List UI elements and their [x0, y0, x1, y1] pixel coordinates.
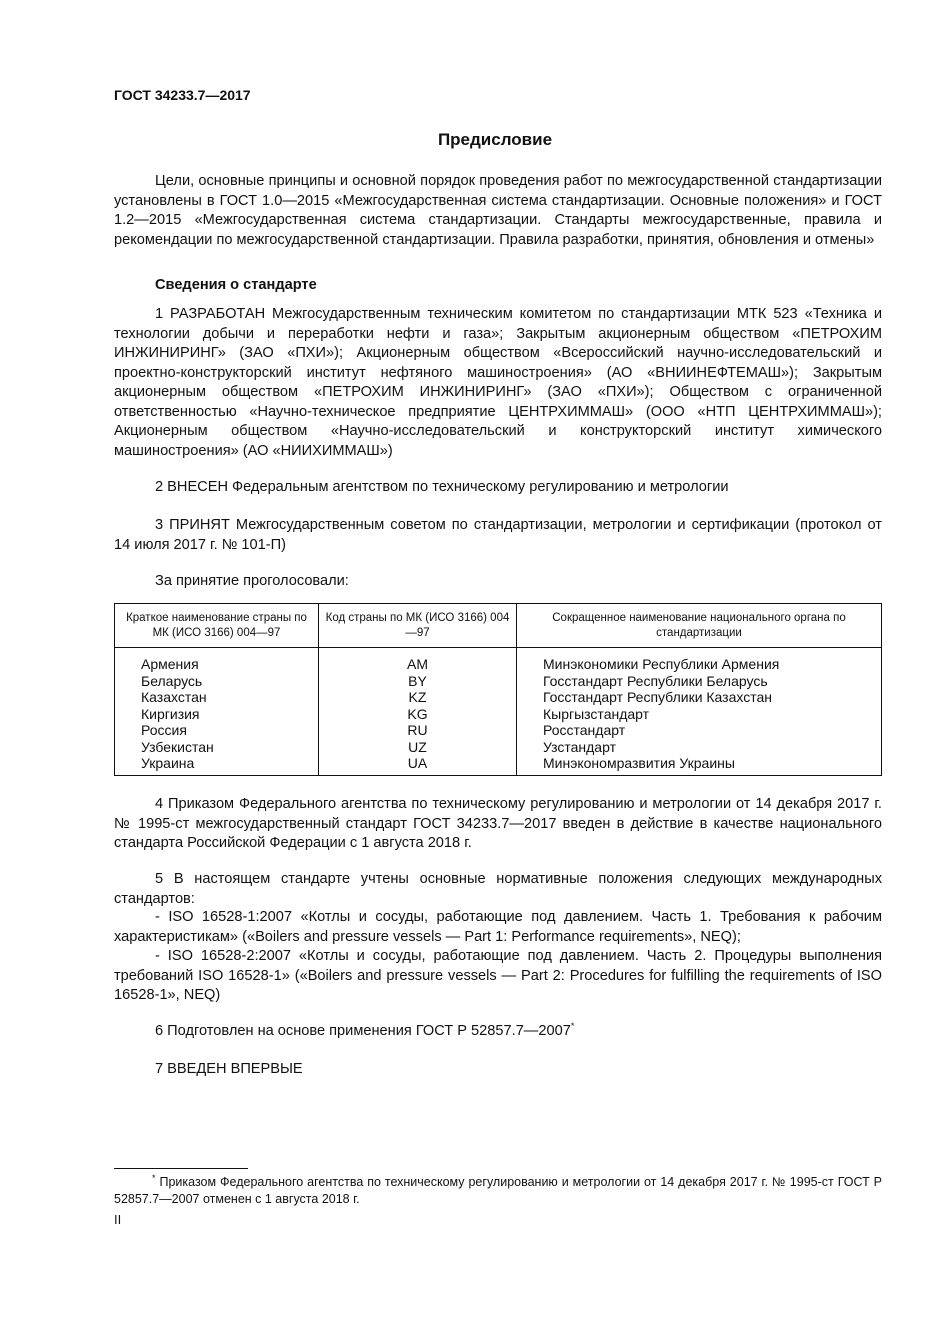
country-code: RU	[319, 722, 517, 739]
intro-text: Цели, основные принципы и основной порядок проведения работ по межгосударственной стандартизации установлены в ГОСТ 1.0—2015 «Межгосударственная система стандартизации. Основные положения» и ГОСТ 1.2—2015 «Межгосударственная система стандартизации. Стандарты межгосударственные, правила и рекомендации по межгосударственной стандартизации. Правила разработки, принятия, обновления и отмены»	[114, 173, 882, 248]
standards-body: Госстандарт Республики Казахстан	[517, 689, 882, 706]
standards-body: Кыргызстандарт	[517, 706, 882, 723]
table-row	[115, 689, 882, 706]
standards-body: Росстандарт	[517, 722, 882, 739]
page-title: Предисловие	[437, 130, 553, 149]
item-3	[114, 516, 882, 555]
footnote-mark: *	[152, 1172, 156, 1183]
item-5-standard-1	[114, 908, 882, 947]
item-4-text: 4 Приказом Федерального агентства по техническому регулированию и метрологии от 14 декабря 2017 г. № 1995-ст межгосударственный стандарт ГОСТ 34233.7—2017 введен в действие в качестве национального стандарта Российской Федерации с 1 августа 2018 г.	[114, 796, 882, 851]
footnote-marker: *	[570, 1021, 575, 1032]
page-number: II	[114, 1212, 122, 1227]
table-row	[115, 706, 882, 723]
country-name: Казахстан	[115, 689, 319, 706]
table-row	[115, 722, 882, 739]
table-row	[115, 755, 882, 775]
table-row	[115, 739, 882, 756]
table-row	[115, 648, 882, 673]
vote-caption: За принятие проголосовали:	[155, 573, 349, 589]
item-3-text: 3 ПРИНЯТ Межгосударственным советом по стандартизации, метрологии и сертификации (протокол от 14 июля 2017 г. № 101-П)	[114, 517, 882, 553]
header-country-code: Код страны по МК (ИСО 3166) 004—97	[319, 604, 517, 648]
item-4	[114, 795, 882, 854]
item-1-text: 1 РАЗРАБОТАН Межгосударственным техническим комитетом по стандартизации МТК 523 «Техника и технологии добычи и переработки нефти и газа»; Закрытым акционерным обществом «ПЕТРОХИМ ИНЖИНИРИНГ» (ЗАО «ПХИ»); Акционерным обществом «Всероссийский научно-исследовательский и проектно-конструкторский институт нефтяного машиностроения» (АО «ВНИИНЕФТЕМАШ»); Закрытым акционерным обществом «ПЕТРОХИМ ИНЖИНИРИНГ» (ЗАО «ПХИ»); Обществом с ограниченной ответственностью «Научно-техническое предприятие ЦЕНТРХИММАШ» (ООО «НТП ЦЕНТРХИММАШ»); Акционерным обществом «Научно-исследовательский и конструкторский институт химического машиностроения» (АО «НИИХИММАШ»)	[114, 306, 882, 459]
country-code: AM	[319, 648, 517, 673]
country-code: UZ	[319, 739, 517, 756]
country-code: KG	[319, 706, 517, 723]
country-name: Беларусь	[115, 673, 319, 690]
item-5-standard-2-text: - ISO 16528-2:2007 «Котлы и сосуды, работающие под давлением. Часть 2. Процедуры выполнения требований ISO 16528-1» («Boilers and pressure vessels — Part 2: Procedures for fulfilling the requirements of ISO 16528-1», NEQ)	[114, 948, 882, 1003]
item-5-text: 5 В настоящем стандарте учтены основные нормативные положения следующих международных стандартов:	[114, 871, 882, 907]
item-5-standard-1-text: - ISO 16528-1:2007 «Котлы и сосуды, работающие под давлением. Часть 1. Требования к рабочим характеристикам» («Boilers and pressure vessels — Part 1: Performance requirements», NEQ);	[114, 909, 882, 945]
info-heading: Сведения о стандарте	[155, 277, 317, 293]
country-name: Украина	[115, 755, 319, 775]
item-2: 2 ВНЕСЕН Федеральным агентством по техническому регулированию и метрологии	[155, 479, 729, 495]
item-7: 7 ВВЕДЕН ВПЕРВЫЕ	[155, 1061, 303, 1077]
table-header-row	[115, 604, 882, 648]
footnote-text: Приказом Федерального агентства по техническому регулированию и метрологии от 14 декабря 2017 г. № 1995-ст ГОСТ Р 52857.7—2007 отменен с 1 августа 2018 г.	[114, 1175, 883, 1206]
country-code: UA	[319, 755, 517, 775]
standards-body: Минэкономразвития Украины	[517, 755, 882, 775]
footnote	[114, 1174, 882, 1208]
standards-body: Узстандарт	[517, 739, 882, 756]
item-5	[114, 870, 882, 909]
item-5-standard-2	[114, 947, 882, 1006]
header-country-name: Краткое наименование страны по МК (ИСО 3166) 004—97	[115, 604, 319, 648]
country-name: Узбекистан	[115, 739, 319, 756]
table-row	[115, 673, 882, 690]
standards-body: Госстандарт Республики Беларусь	[517, 673, 882, 690]
country-name: Киргизия	[115, 706, 319, 723]
footnote-divider	[114, 1168, 248, 1169]
country-code: KZ	[319, 689, 517, 706]
document-code: ГОСТ 34233.7—2017	[114, 87, 251, 103]
header-standards-body: Сокращенное наименование национального органа по стандартизации	[517, 604, 882, 648]
countries-table	[114, 603, 882, 776]
country-name: Россия	[115, 722, 319, 739]
country-name: Армения	[115, 648, 319, 673]
country-code: BY	[319, 673, 517, 690]
item-1	[114, 305, 882, 461]
item-6	[155, 1023, 574, 1039]
item-6-text: 6 Подготовлен на основе применения ГОСТ Р 52857.7—2007	[155, 1023, 571, 1039]
intro-paragraph	[114, 172, 882, 250]
standards-body: Минэкономики Республики Армения	[517, 648, 882, 673]
